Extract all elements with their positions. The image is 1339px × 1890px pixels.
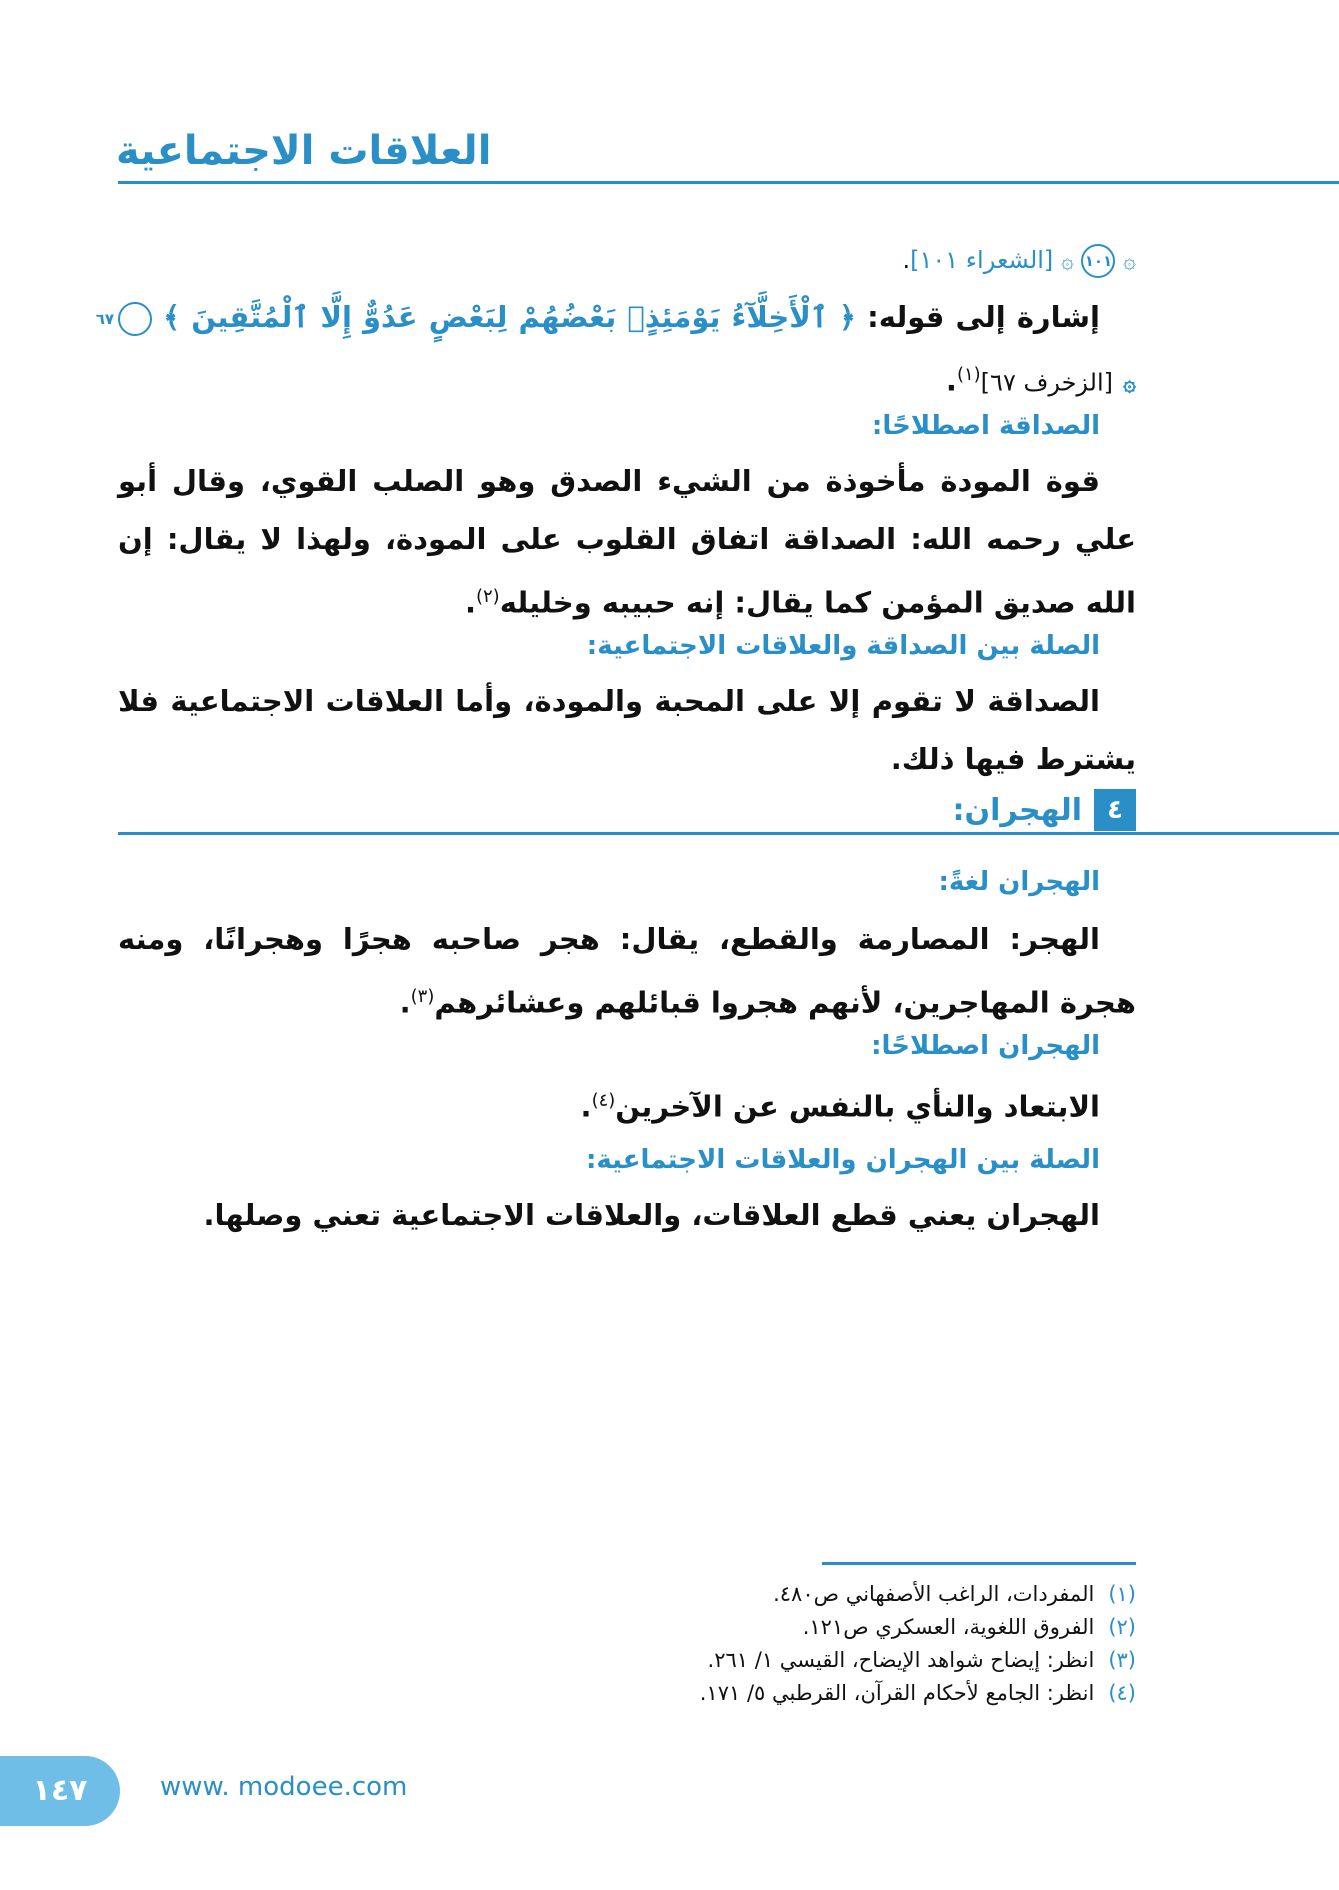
paragraph: [118, 1072, 1136, 1136]
quran-verse: ﴿ ٱلْأَخِلَّآءُ يَوْمَئِذٍۭ بَعْضُهُمْ لِبَعْضٍ عَدُوٌّ إِلَّا ٱلْمُتَّقِينَ ﴾: [163, 300, 856, 334]
footnote-item: [700, 1644, 1136, 1677]
footnote-number: (٢): [1108, 1615, 1136, 1639]
page-number: ١٤٧: [0, 1756, 120, 1826]
ornament-icon: ۞: [1060, 249, 1074, 274]
sentence-end: .: [399, 985, 411, 1020]
ornament-icon: ۞: [1123, 249, 1136, 274]
header-title: العلاقات الاجتماعية: [116, 128, 492, 174]
verse-number-badge: ١٠١: [1081, 244, 1115, 278]
footnote-ref: (٣): [410, 986, 435, 1007]
section-divider: [118, 832, 1339, 835]
footnote-item: [700, 1611, 1136, 1644]
header-divider: [118, 181, 1339, 184]
paragraph: الهجران يعني قطع العلاقات، والعلاقات الاجتماعية تعني وصلها.: [203, 1198, 1100, 1232]
footnote-ref: (٢): [475, 586, 500, 607]
footnote-text: المفردات، الراغب الأصفهاني ص٤٨٠.: [773, 1582, 1095, 1606]
sentence-end: .: [902, 246, 911, 274]
footnotes: [700, 1578, 1136, 1710]
ornament-icon: ۞: [1123, 371, 1136, 397]
indication-paragraph: [95, 288, 1136, 414]
paragraph: [118, 452, 1136, 632]
quran-ref-line: [118, 238, 1136, 284]
sentence-end: .: [464, 585, 476, 620]
section-header: [952, 789, 1136, 831]
section-heading: الصداقة اصطلاحًا:: [871, 411, 1100, 441]
website-link[interactable]: www. modoee.com: [160, 1772, 408, 1802]
footnote-text: الفروق اللغوية، العسكري ص١٢١.: [802, 1615, 1095, 1639]
section-number: ٤: [1094, 789, 1136, 831]
footnote-number: (١): [1108, 1582, 1136, 1606]
footnote-number: (٤): [1108, 1681, 1136, 1705]
paragraph-text: الابتعاد والنأي بالنفس عن الآخرين: [615, 1089, 1100, 1124]
verse-number-badge: ٦٧: [118, 302, 152, 336]
footnote-text: انظر: إيضاح شواهد الإيضاح، القيسي ١/ ٢٦١.: [707, 1648, 1095, 1672]
section-heading: الصلة بين الصداقة والعلاقات الاجتماعية:: [586, 631, 1100, 661]
paragraph-text: الهجر: المصارمة والقطع، يقال: هجر صاحبه هجرًا وهجرانًا، ومنه هجرة المهاجرين، لأنهم هجروا قبائلهم وعشائرهم: [118, 922, 1136, 1020]
footnote-ref: (١): [956, 364, 981, 385]
footnote-item: [700, 1578, 1136, 1611]
footnote-number: (٣): [1108, 1648, 1136, 1672]
quran-citation: [الزخرف ٦٧]: [980, 368, 1113, 397]
paragraph: [118, 910, 1136, 1032]
footnote-text: انظر: الجامع لأحكام القرآن، القرطبي ٥/ ١٧١.: [699, 1681, 1095, 1705]
sentence-end: .: [580, 1089, 592, 1124]
quran-citation: [الشعراء ١٠١]: [910, 246, 1054, 274]
section-heading: الصلة بين الهجران والعلاقات الاجتماعية:: [585, 1145, 1100, 1175]
section-title: الهجران:: [952, 792, 1082, 828]
sentence-end: .: [945, 363, 957, 398]
footnote-ref: (٤): [591, 1090, 616, 1111]
footnote-item: [700, 1677, 1136, 1710]
indication-prefix: إشارة إلى قوله:: [867, 300, 1100, 334]
paragraph-text: قوة المودة مأخوذة من الشيء الصدق وهو الصلب القوي، وقال أبو علي رحمه الله: الصداقة اتفاق القلوب على المودة، ولهذا لا يقال: إن الله صديق المؤمن كما يقال: إنه حبيبه وخليله: [118, 464, 1136, 620]
section-heading: الهجران لغةً:: [938, 867, 1100, 897]
section-heading: الهجران اصطلاحًا:: [871, 1031, 1100, 1061]
paragraph: الصداقة لا تقوم إلا على المحبة والمودة، وأما العلاقات الاجتماعية فلا يشترط فيها ذلك.: [118, 684, 1136, 776]
footnote-divider: [822, 1562, 1136, 1565]
